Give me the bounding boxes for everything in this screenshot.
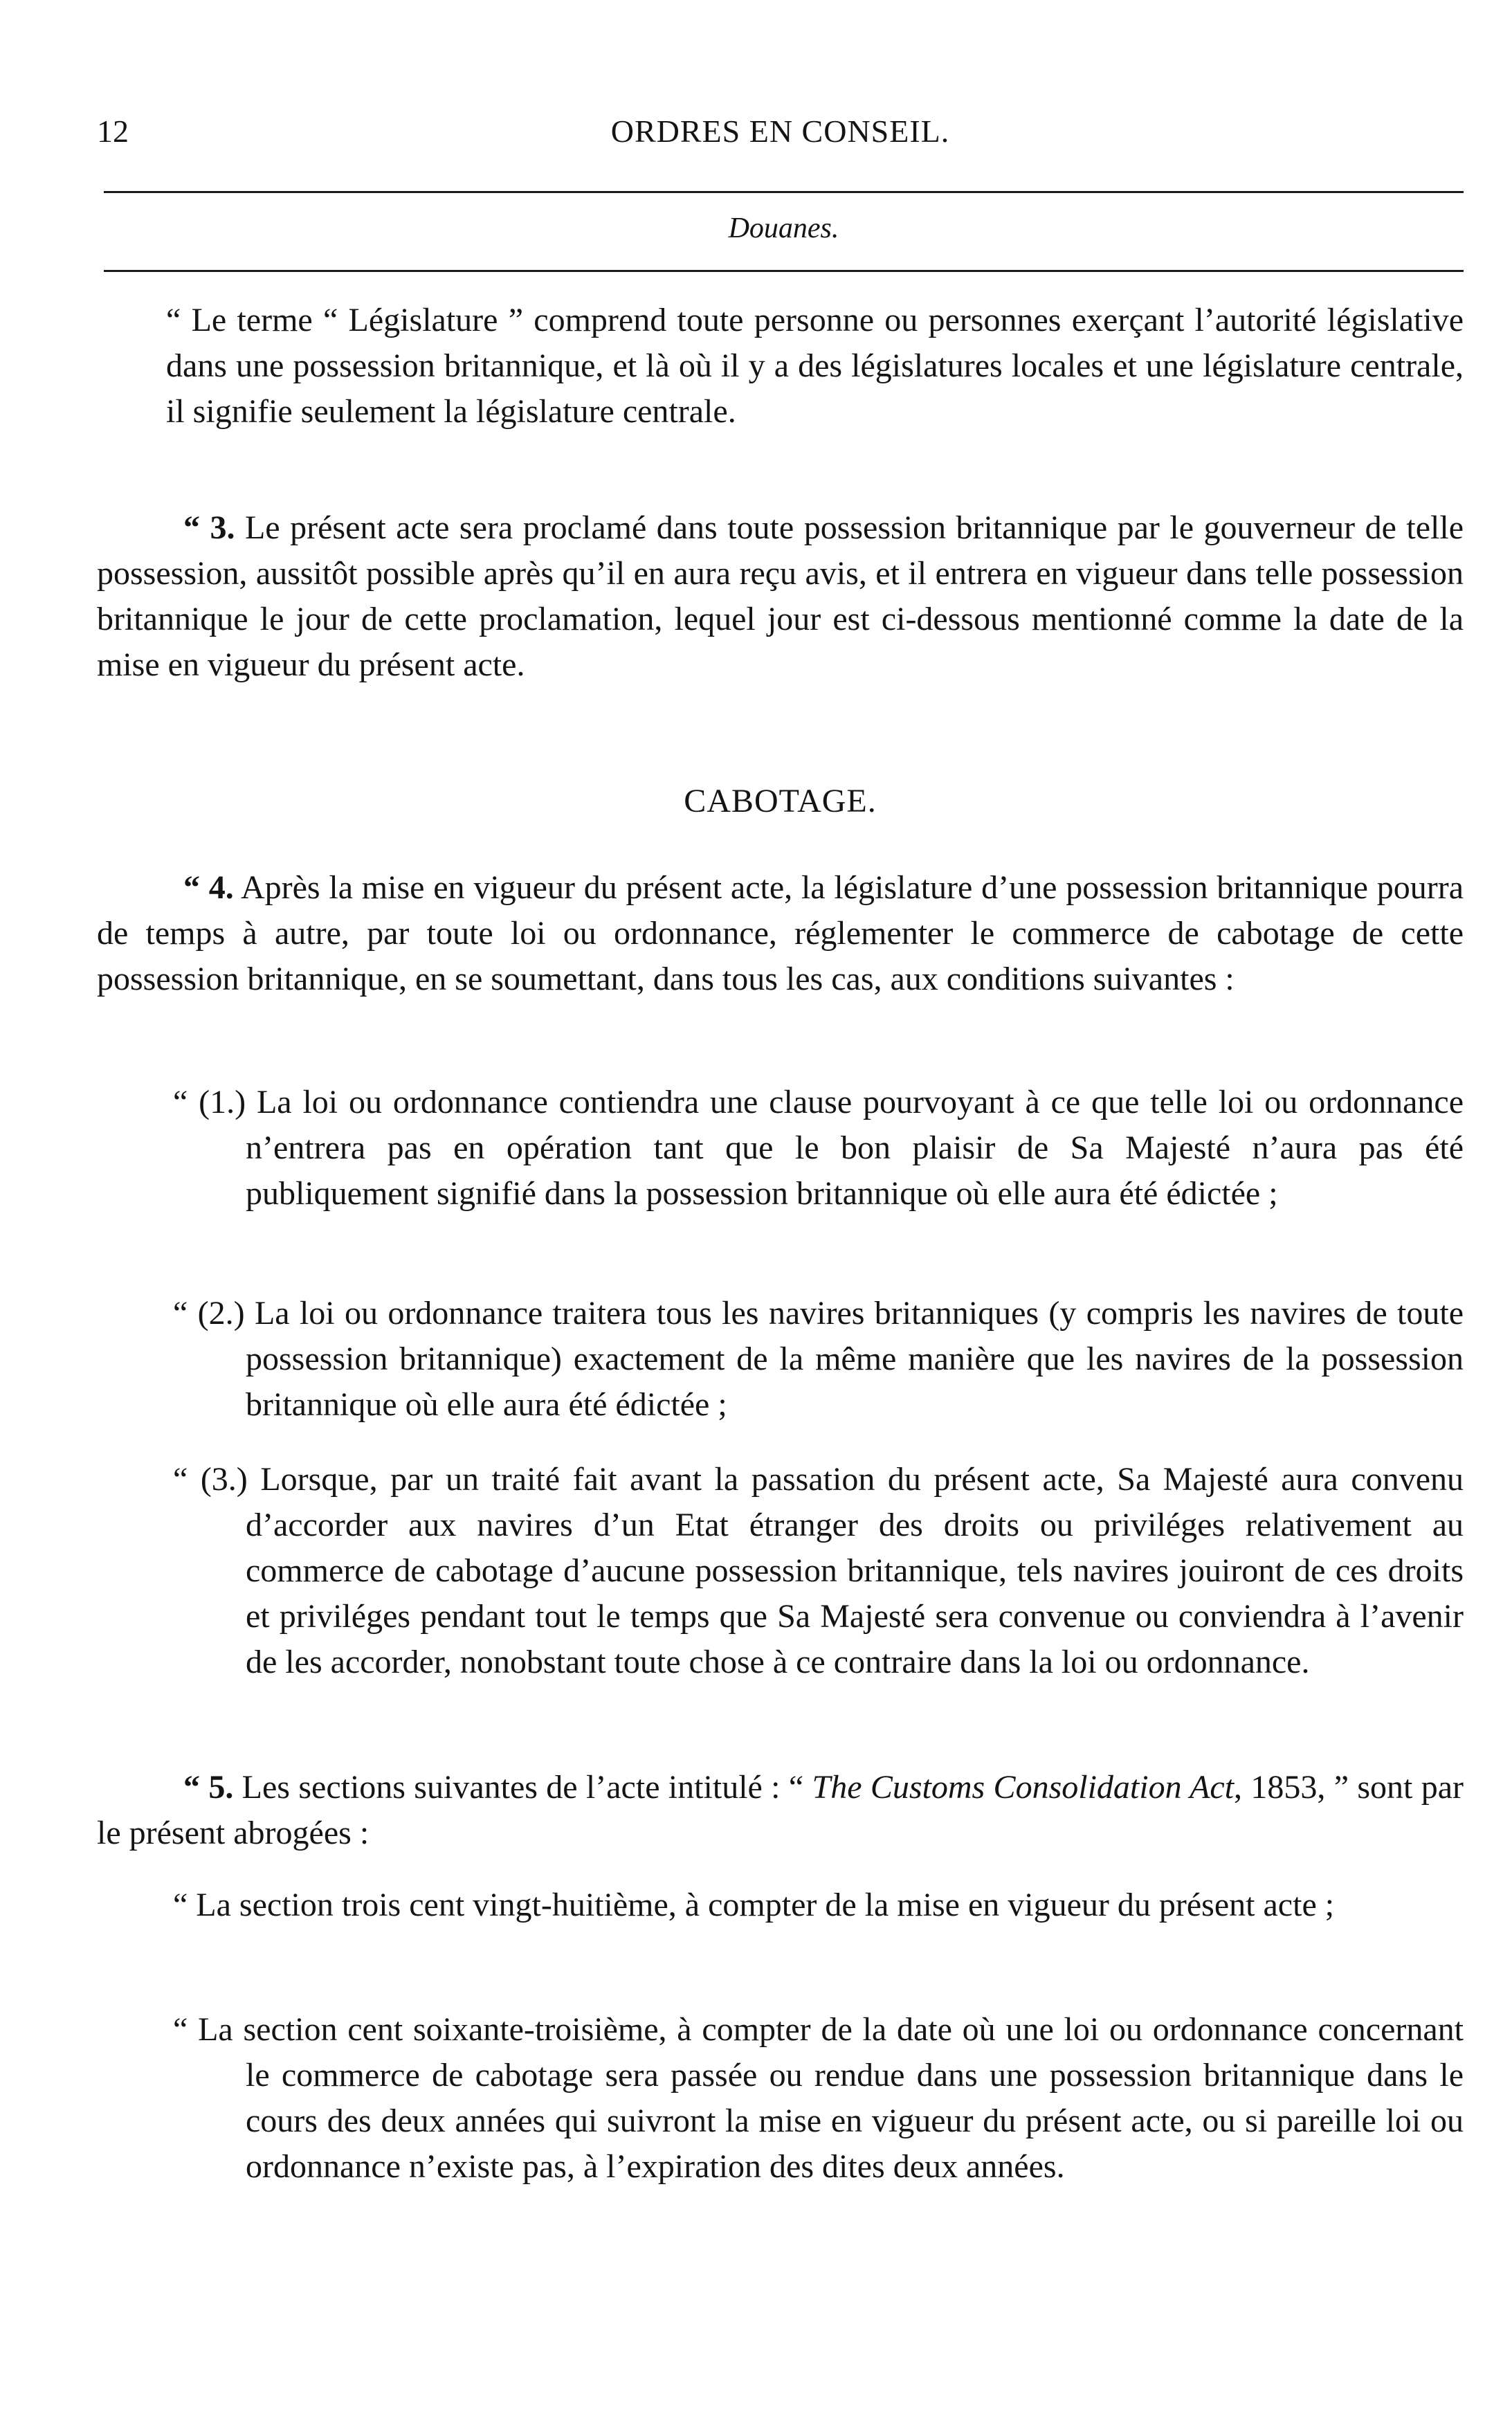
header-rule-bottom [104, 270, 1464, 272]
paragraph-text: “ Le terme “ Législature ” comprend toute personne ou personnes exerçant l’autorité législative dans une possession britannique, et là où il y a des législatures locales et une législature centrale, il signifie seulement la législature centrale. [166, 302, 1464, 430]
running-head [97, 104, 1464, 159]
section-number: “ 5. [183, 1769, 234, 1806]
paragraph-section-3 [97, 505, 1464, 688]
paragraph-section-4 [97, 865, 1464, 1002]
repealed-section-328 [173, 1882, 1464, 1928]
section-subtitle: Douanes. [728, 212, 839, 244]
condition-1 [173, 1080, 1464, 1217]
paragraph-text: Après la mise en vigueur du présent acte, la législature d’une possession britannique pourra de temps à autre, par toute loi ou ordonnance, réglementer le commerce de cabotage de cette possession britannique, en se soumettant, dans tous les cas, aux conditions suivantes : [97, 869, 1464, 997]
section-number: “ 4. [183, 869, 234, 906]
condition-text: “ (3.) Lorsque, par un traité fait avant la passation du présent acte, Sa Majesté aura convenu d’accorder aux navires d’un Etat étranger des droits ou priviléges relativement au commerce de cabotage d’aucune possession britannique, tels navires jouiront de ces droits et priviléges pendant tout le temps que Sa Majesté sera convenue ou conviendra à l’avenir de les accorder, nonobstant toute chose à ce contraire dans la loi ou ordonnance. [173, 1461, 1464, 1680]
paragraph-section-5 [97, 1765, 1464, 1856]
header-rule-top [104, 191, 1464, 193]
condition-text: “ (2.) La loi ou ordonnance traitera tous les navires britanniques (y compris les navires de toute possession britannique) exactement de la même manière que les navires de la possession britannique où elle aura été édictée ; [173, 1295, 1464, 1423]
paragraph-text: Le présent acte sera proclamé dans toute possession britannique par le gouverneur de telle possession, aussitôt possible après qu’il en aura reçu avis, et il entrera en vigueur dans telle possession britannique le jour de cette proclamation, lequel jour est ci-dessous mentionné comme la date de la mise en vigueur du présent acte. [97, 509, 1464, 683]
page-title: ORDRES EN CONSEIL. [610, 113, 950, 149]
page-number: 12 [97, 113, 129, 149]
repealed-section-163 [173, 2007, 1464, 2190]
repealed-section-text: “ La section cent soixante-troisième, à compter de la date où une loi ou ordonnance concernant le commerce de cabotage sera passée ou rendue dans une possession britannique dans le cours des deux années qui suivront la mise en vigueur du présent acte, ou si pareille loi ou ordonnance n’existe pas, à l’expiration des dites deux années. [173, 2011, 1464, 2185]
condition-2 [173, 1291, 1464, 1428]
paragraph-text: Les sections suivantes de l’acte intitulé : “ [233, 1769, 812, 1806]
section-heading-cabotage: CABOTAGE. [684, 783, 877, 819]
paragraph-text: , 1853, ” sont par le présent abrogées : [97, 1769, 1464, 1851]
section-number: “ 3. [183, 509, 235, 546]
condition-text: “ (1.) La loi ou ordonnance contiendra une clause pourvoyant à ce que telle loi ou ordonnance n’entrera pas en opération tant que le bon plaisir de Sa Majesté n’aura pas été publiquement signifié dans la possession britannique où elle aura été édictée ; [173, 1084, 1464, 1212]
repealed-section-text: “ La section trois cent vingt-huitième, à compter de la mise en vigueur du présent acte ; [173, 1887, 1335, 1923]
condition-3 [173, 1457, 1464, 1685]
paragraph-legislature-definition [166, 298, 1464, 435]
act-title: The Customs Consolidation Act [812, 1769, 1235, 1806]
